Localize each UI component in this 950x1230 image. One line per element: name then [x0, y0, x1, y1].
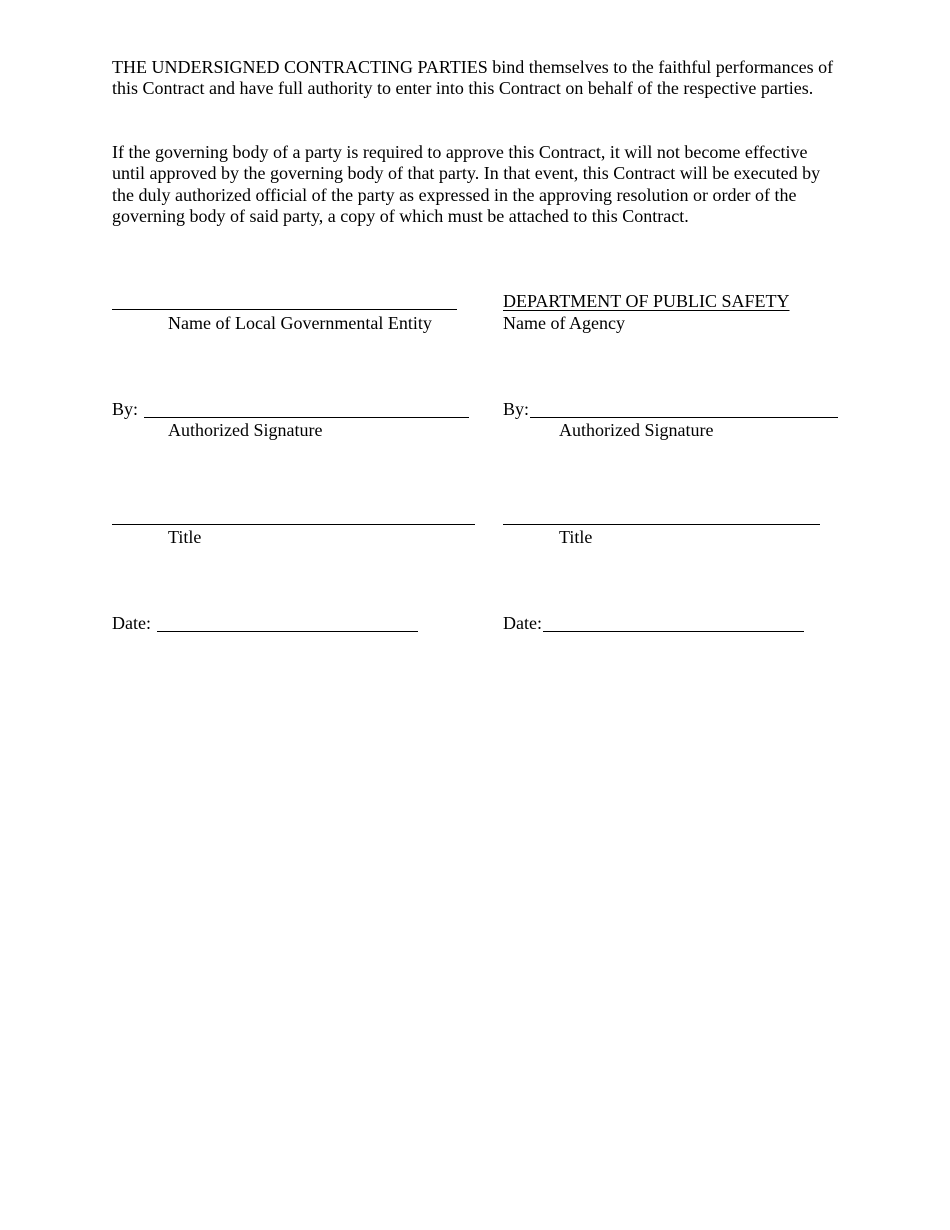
right-by-label: By: [503, 399, 530, 419]
right-date-line[interactable] [543, 631, 804, 632]
left-signature-label: Authorized Signature [168, 420, 323, 440]
entity-name-label: Name of Local Governmental Entity [168, 313, 432, 333]
agency-name-label: Name of Agency [503, 313, 625, 333]
right-title-line[interactable] [503, 524, 820, 525]
right-date-label: Date: [503, 613, 542, 633]
right-signature-label: Authorized Signature [559, 420, 714, 440]
paragraph-governing-body: If the governing body of a party is required to approve this Contract, it will not become effective until approved by the governing body of that party. In that event, this Contract will be executed by the duly authorized official of the party as expressed in the approving resolution or order of the governing body of said party, a copy of which must be attached to this Contract. [112, 142, 821, 226]
entity-name-line[interactable] [112, 309, 457, 310]
left-by-label: By: [112, 399, 139, 419]
paragraph-undersigned: THE UNDERSIGNED CONTRACTING PARTIES bind themselves to the faithful performances of this Contract and have full authority to enter into this Contract on behalf of the respective parties. [112, 57, 834, 99]
left-title-label: Title [168, 527, 202, 547]
left-date-line[interactable] [157, 631, 418, 632]
left-date-label: Date: [112, 613, 151, 633]
right-signature-line[interactable] [530, 417, 838, 418]
left-title-line[interactable] [112, 524, 475, 525]
agency-name: DEPARTMENT OF PUBLIC SAFETY [503, 291, 790, 311]
right-title-label: Title [559, 527, 593, 547]
left-signature-line[interactable] [144, 417, 469, 418]
